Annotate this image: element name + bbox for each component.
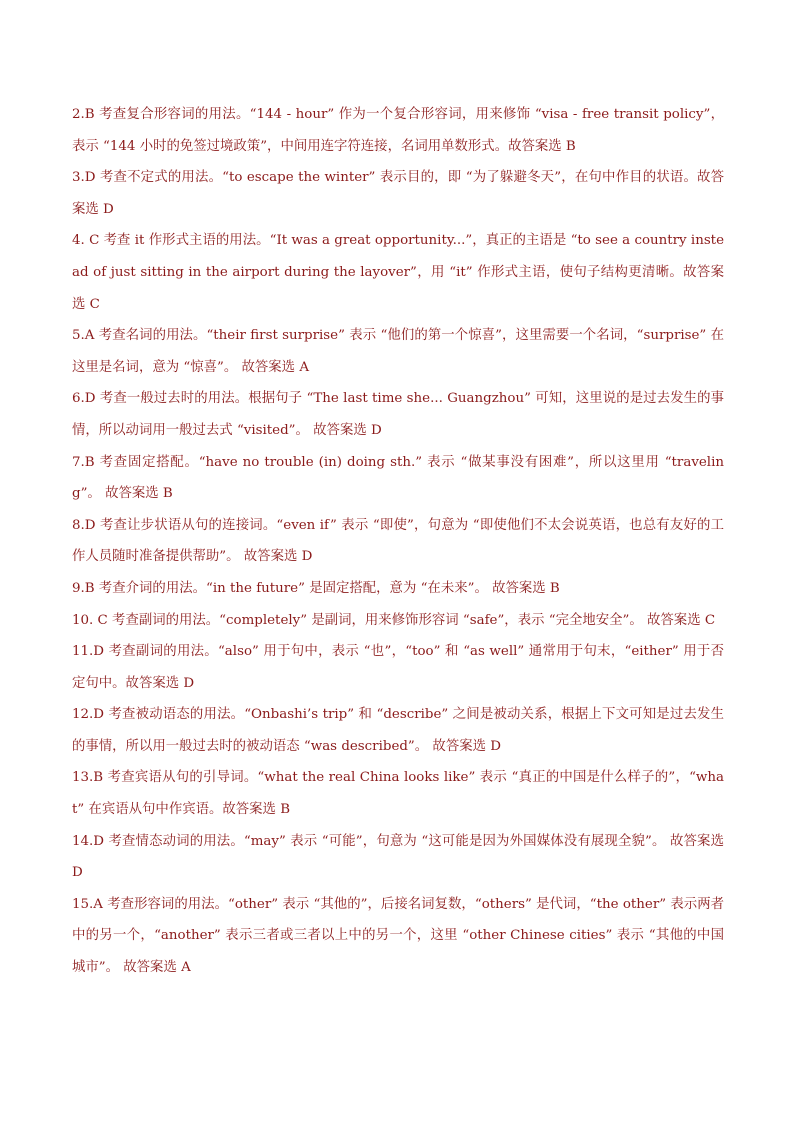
answer-4: 4. C 考查 it 作形式主语的用法。“It was a great opportunity...”，真正的主语是 “to see a country instead of just sitting in the airport during the layover”，用 “it” 作形式主语，使句子结构更清晰。故答案选 C (72, 233, 724, 312)
answer-14: 14.D 考查情态动词的用法。“may” 表示 “可能”，句意为 “这可能是因为外国媒体没有展现全貌”。 故答案选 D (72, 833, 724, 881)
answer-8: 8.D 考查让步状语从句的连接词。“even if” 表示 “即使”，句意为 “即使他们不太会说英语，也总有友好的工作人员随时准备提供帮助”。 故答案选 D (72, 517, 724, 565)
answer-5: 5.A 考查名词的用法。“their first surprise” 表示 “他们的第一个惊喜”，这里需要一个名词，“surprise” 在这里是名词，意为 “惊喜”。 故答案选 A (72, 328, 724, 375)
answer-7: 7.B 考查固定搭配。“have no trouble (in) doing sth.” 表示 “做某事没有困难”，所以这里用 “traveling”。 故答案选 B (72, 454, 724, 502)
answer-9: 9.B 考查介词的用法。“in the future” 是固定搭配，意为 “在未来”。 故答案选 B (72, 580, 560, 596)
answer-15: 15.A 考查形容词的用法。“other” 表示 “其他的”，后接名词复数，“others” 是代词，“the other” 表示两者中的另一个，“another” 表示三者或三者以上中的另一个，这里 “other Chinese cities” 表示 “其他的中国城市”。 故答案选 A (72, 896, 724, 976)
answer-explanations (72, 99, 724, 984)
answer-13: 13.B 考查宾语从句的引导词。“what the real China looks like” 表示 “真正的中国是什么样子的”，“what” 在宾语从句中作宾语。故答案选 B (72, 770, 724, 818)
answer-2: 2.B 考查复合形容词的用法。“144 - hour” 作为一个复合形容词，用来修饰 “visa - free transit policy”，表示 “144 小时的免签过境政策”，中间用连字符连接，名词用单数形式。故答案选 B (72, 107, 724, 154)
answer-3: 3.D 考查不定式的用法。“to escape the winter” 表示目的，即 “为了躲避冬天”，在句中作目的状语。故答案选 D (72, 170, 724, 217)
answer-10: 10. C 考查副词的用法。“completely” 是副词，用来修饰形容词 “safe”，表示 “完全地安全”。 故答案选 C (72, 612, 716, 628)
answer-11: 11.D 考查副词的用法。“also” 用于句中，表示 “也”，“too” 和 “as well” 通常用于句末，“either” 用于否定句中。故答案选 D (72, 644, 724, 691)
answer-12: 12.D 考查被动语态的用法。“Onbashi’s trip” 和 “describe” 之间是被动关系，根据上下文可知是过去发生的事情，所以用一般过去时的被动语态 “was described”。 故答案选 D (72, 707, 724, 754)
answer-6: 6.D 考查一般过去时的用法。根据句子 “The last time she... Guangzhou” 可知，这里说的是过去发生的事情，所以动词用一般过去式 “visited”。 故答案选 D (72, 391, 724, 438)
